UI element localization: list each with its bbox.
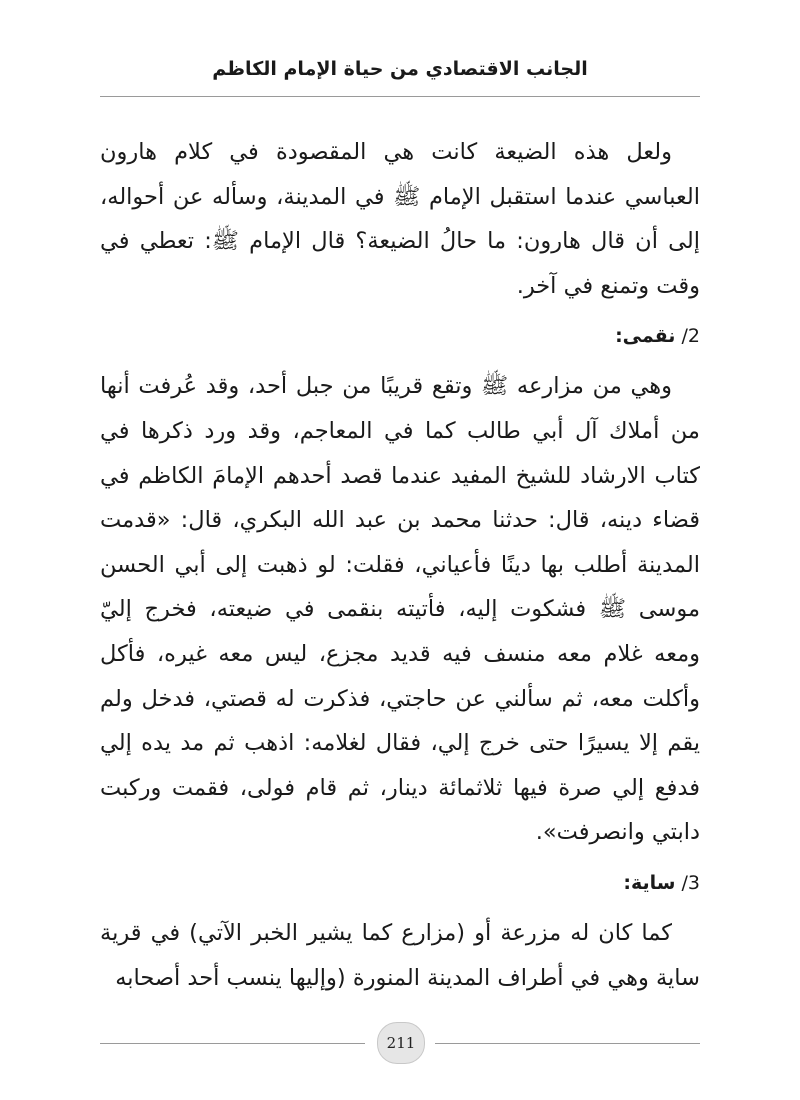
section-number-2: 2/ [681, 325, 700, 348]
paragraph-1: ولعل هذه الضيعة كانت هي المقصودة في كلام هارون العباسي عندما استقبل الإمام ﷺ في المدينة، وسأله عن أحواله، إلى أن قال هارون: ما حالُ الضيعة؟ قال الإمام ﷺ: تعطي في وقت وتمنع في آخر. [100, 139, 700, 299]
section-number-3: 3/ [681, 871, 700, 894]
section-title-3: ساية: [623, 871, 676, 894]
page-footer [100, 1022, 700, 1066]
section-heading-3 [100, 866, 700, 900]
running-head-title: الجانب الاقتصادي من حياة الإمام الكاظم [212, 58, 588, 80]
footer-rule-left [100, 1043, 365, 1044]
footer-rule-right [435, 1043, 700, 1044]
page-body [100, 130, 700, 1000]
section-title-2: نقمى: [615, 325, 676, 348]
section-heading-2 [100, 319, 700, 353]
header-divider [100, 96, 700, 97]
paragraph-3: كما كان له مزرعة أو (مزارع كما يشير الخبر الآتي) في قرية ساية وهي في أطراف المدينة المنورة (وإليها ينسب أحد أصحابه [100, 919, 700, 991]
page-number: 211 [377, 1022, 425, 1064]
paragraph-2: وهي من مزارعه ﷺ وتقع قريبًا من جبل أحد، وقد عُرفت أنها من أملاك آل أبي طالب كما في المعاجم، وقد ورد ذكرها في كتاب الارشاد للشيخ المفيد عندما قصد أحدهم الإمامَ الكاظم في قضاء دينه، قال: حدثنا محمد بن عبد الله البكري، قال: «قدمت المدينة أطلب بها دينًا فأعياني، فقلت: لو ذهبت إلى أبي الحسن موسى ﷺ فشكوت إليه، فأتيته بنقمى في ضيعته، فخرج إليّ ومعه غلام معه منسف فيه قديد مجزع، ليس معه غيره، فأكل وأكلت معه، ثم سألني عن حاجتي، فذكرت له قصتي، فدخل ولم يقم إلا يسيرًا حتى خرج إلي، فقال لغلامه: اذهب ثم مد يده إلي فدفع إلي صرة فيها ثلاثمائة دينار، ثم قام فولى، فقمت وركبت دابتي وانصرفت». [100, 373, 700, 846]
